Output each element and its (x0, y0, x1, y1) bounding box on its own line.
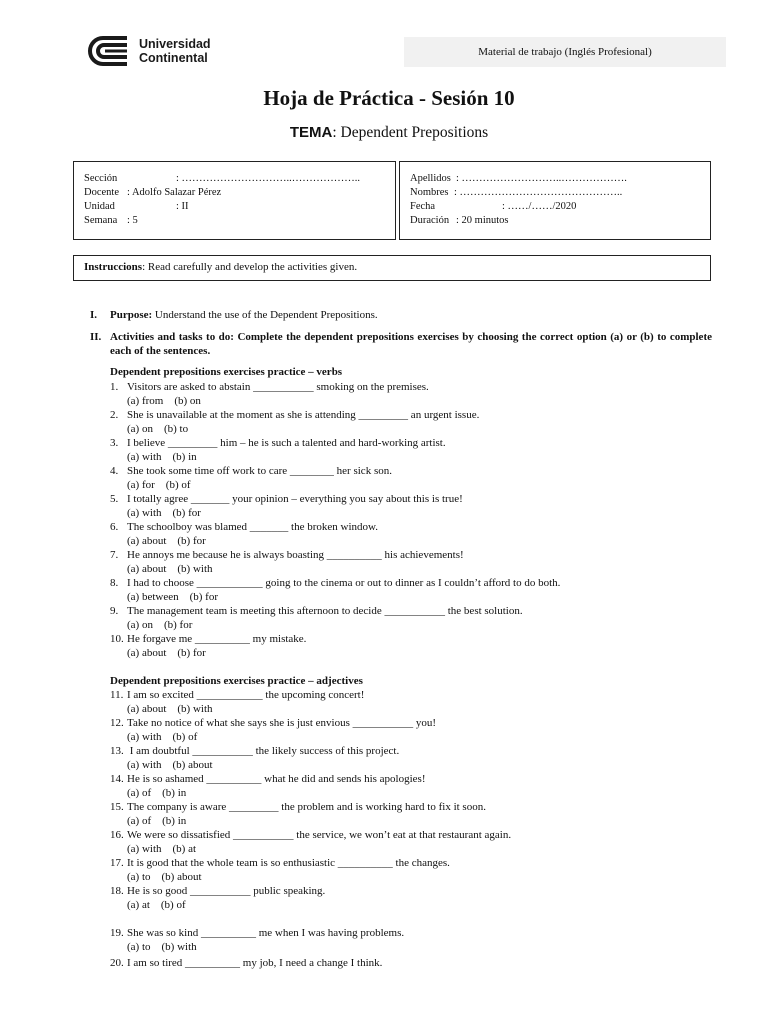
question-number: 19. (110, 927, 124, 939)
question-text: He annoys me because he is always boasting __________ his achievements! (127, 549, 464, 561)
question-item (110, 801, 486, 813)
info-value: : ………………………..………………. (456, 173, 627, 184)
question-options: (a) of (b) in (127, 787, 187, 799)
question-number: 4. (110, 465, 119, 477)
question-options: (a) between (b) for (127, 591, 219, 603)
question-item (110, 957, 382, 969)
question-number: 15. (110, 801, 124, 813)
question-number: 14. (110, 773, 124, 785)
question-text: Visitors are asked to abstain ___________ smoking on the premises. (127, 381, 429, 393)
info-row-docente (84, 186, 385, 200)
question-text: The schoolboy was blamed _______ the broken window. (127, 521, 379, 533)
question-text: She took some time off work to care ________ her sick son. (127, 465, 392, 477)
question-options: (a) from (b) on (127, 395, 201, 407)
question-options: (a) with (b) about (127, 759, 213, 771)
question-item (110, 829, 511, 841)
question-item (110, 465, 392, 477)
question-number: 12. (110, 717, 124, 729)
question-text: She was so kind __________ me when I was having problems. (127, 927, 405, 939)
question-text: The management team is meeting this afternoon to decide ___________ the best solution. (127, 605, 523, 617)
info-row-unidad (84, 200, 385, 214)
verbs-group-title: Dependent prepositions exercises practice – verbs (110, 366, 343, 378)
student-info-box (399, 161, 711, 240)
question-text: We were so dissatisfied ___________ the service, we won’t eat at that restaurant again. (127, 829, 512, 841)
question-options: (a) to (b) about (127, 871, 202, 883)
question-item (110, 857, 450, 869)
question-item (110, 773, 425, 785)
page-header (0, 0, 768, 80)
question-number: 17. (110, 857, 124, 869)
question-text: She is unavailable at the moment as she is attending _________ an urgent issue. (127, 409, 480, 421)
question-text: The company is aware _________ the problem and is working hard to fix it soon. (127, 801, 486, 813)
info-label: Nombres (410, 187, 449, 198)
question-number: 18. (110, 885, 124, 897)
info-row-apellidos (410, 172, 700, 186)
question-text: It is good that the whole team is so enthusiastic __________ the changes. (127, 857, 450, 869)
activities-text: Activities and tasks to do: Complete the dependent prepositions exercises by choosing the correct option (a) or (b) to complete each of the sentences. (110, 331, 712, 357)
section-number: II. (90, 331, 102, 343)
info-label: Semana (84, 215, 118, 226)
info-row-nombres (410, 186, 700, 200)
question-number: 8. (110, 577, 119, 589)
info-value: : …………………………..……………….. (176, 173, 361, 184)
question-item (110, 885, 325, 897)
question-number: 16. (110, 829, 124, 841)
question-item (110, 437, 446, 449)
question-number: 3. (110, 437, 119, 449)
info-row-seccion (84, 172, 385, 186)
page-title: Hoja de Práctica - Sesión 10 (263, 86, 515, 110)
question-item (110, 549, 464, 561)
topic-value: : Dependent Prepositions (332, 124, 489, 141)
info-label: Unidad (84, 201, 115, 212)
question-item (110, 381, 429, 393)
question-text: I am so tired __________ my job, I need a change I think. (127, 957, 383, 969)
material-label: Material de trabajo (Inglés Profesional) (404, 37, 726, 67)
question-number: 2. (110, 409, 119, 421)
info-row-duracion (410, 214, 700, 228)
question-item (110, 927, 404, 939)
question-options: (a) with (b) of (127, 731, 198, 743)
question-text: He is so good ___________ public speaking. (127, 885, 326, 897)
question-text: He is so ashamed __________ what he did and sends his apologies! (127, 773, 426, 785)
university-logo (87, 34, 211, 68)
adjectives-group-title: Dependent prepositions exercises practice – adjectives (110, 675, 363, 687)
question-number: 20. (110, 957, 124, 969)
question-item (110, 493, 463, 505)
info-label: Duración (410, 215, 450, 226)
info-label: Docente (84, 187, 119, 198)
question-item (110, 745, 399, 757)
question-number: 5. (110, 493, 119, 505)
info-value: : 20 minutos (456, 215, 509, 226)
question-options: (a) for (b) of (127, 479, 191, 491)
question-text: I believe _________ him – he is such a talented and hard-working artist. (127, 437, 446, 449)
question-item (110, 605, 523, 617)
logo-line-2: Continental (139, 51, 208, 65)
section-number: I. (90, 309, 98, 321)
logo-line-1: Universidad (139, 37, 211, 51)
question-number: 6. (110, 521, 119, 533)
question-number: 10. (110, 633, 124, 645)
info-value: : II (176, 201, 189, 212)
logo-mark-icon (87, 34, 131, 68)
question-item (110, 409, 479, 421)
question-options: (a) on (b) to (127, 423, 189, 435)
question-number: 13. (110, 745, 124, 757)
course-info-box (73, 161, 396, 240)
question-number: 9. (110, 605, 119, 617)
question-item (110, 577, 560, 589)
question-text: I totally agree _______ your opinion – everything you say about this is true! (127, 493, 463, 505)
question-options: (a) on (b) for (127, 619, 193, 631)
question-options: (a) about (b) for (127, 535, 206, 547)
info-value: : Adolfo Salazar Pérez (127, 187, 222, 198)
question-options: (a) to (b) with (127, 941, 197, 953)
question-number: 11. (110, 689, 124, 701)
topic-line (0, 124, 768, 142)
instructions-label: Instruccions (84, 261, 143, 273)
topic-key: TEMA (289, 124, 333, 141)
question-number: 1. (110, 381, 119, 393)
question-options: (a) about (b) for (127, 647, 206, 659)
question-options: (a) about (b) with (127, 703, 213, 715)
question-options: (a) with (b) in (127, 451, 197, 463)
info-value: : 5 (127, 215, 138, 226)
question-item (110, 521, 378, 533)
instructions-box (73, 255, 711, 281)
question-number: 7. (110, 549, 119, 561)
question-text: Take no notice of what she says she is just envious ___________ you! (127, 717, 437, 729)
purpose-label: Purpose: (110, 309, 153, 321)
purpose-text: Understand the use of the Dependent Prepositions. (152, 309, 378, 321)
question-options: (a) of (b) in (127, 815, 187, 827)
info-value: : ……/……/2020 (502, 201, 577, 212)
info-label: Apellidos (410, 173, 451, 184)
question-text: He forgave me __________ my mistake. (127, 633, 307, 645)
question-options: (a) at (b) of (127, 899, 186, 911)
info-row-semana (84, 214, 385, 228)
question-options: (a) with (b) at (127, 843, 197, 855)
question-text: I had to choose ____________ going to the cinema or out to dinner as I couldn’t afford to do both. (127, 577, 561, 589)
question-options: (a) with (b) for (127, 507, 201, 519)
instructions-text: : Read carefully and develop the activities given. (142, 261, 358, 273)
info-row-fecha (410, 200, 700, 214)
info-label: Fecha (410, 201, 436, 212)
question-item (110, 689, 364, 701)
question-item (110, 717, 436, 729)
info-value: : ……………………………………….. (454, 187, 623, 198)
question-item (110, 633, 306, 645)
question-options: (a) about (b) with (127, 563, 213, 575)
info-label: Sección (84, 173, 118, 184)
question-text: I am so excited ____________ the upcoming concert! (127, 689, 365, 701)
question-text: I am doubtful ___________ the likely success of this project. (127, 745, 400, 757)
